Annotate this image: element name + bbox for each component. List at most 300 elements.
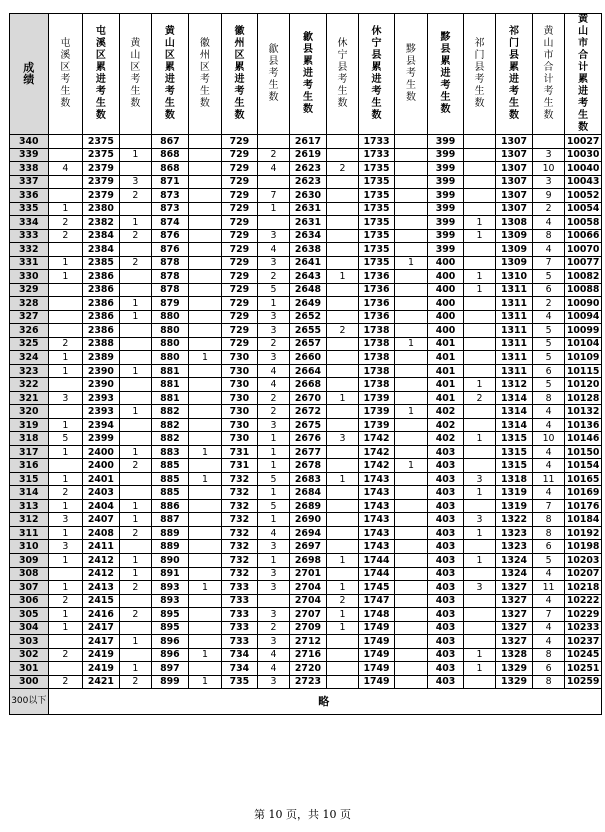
cumulative-cell: 734	[222, 662, 258, 676]
count-cell: 5	[532, 324, 564, 338]
count-cell: 2	[257, 337, 289, 351]
cumulative-cell: 1322	[496, 513, 533, 527]
cumulative-cell: 10115	[565, 364, 602, 378]
count-cell: 1	[326, 472, 358, 486]
score-cell: 339	[10, 148, 49, 162]
count-cell	[119, 202, 151, 216]
cumulative-cell: 2386	[83, 297, 120, 311]
cumulative-cell: 2672	[290, 405, 327, 419]
count-cell	[188, 270, 222, 284]
cumulative-cell: 1319	[496, 499, 533, 513]
header-label: 黄山市合计累进考生数	[578, 14, 589, 133]
cumulative-cell: 10058	[565, 216, 602, 230]
count-cell	[48, 324, 83, 338]
table-row	[10, 391, 602, 405]
header-column	[152, 14, 189, 135]
cumulative-cell: 2380	[83, 202, 120, 216]
count-cell: 1	[394, 256, 428, 270]
cumulative-cell: 729	[222, 270, 258, 284]
header-column	[222, 14, 258, 135]
count-cell: 1	[463, 648, 495, 662]
cumulative-cell: 1311	[496, 337, 533, 351]
count-cell: 3	[257, 540, 289, 554]
table-row	[10, 499, 602, 513]
cumulative-cell: 10090	[565, 297, 602, 311]
cumulative-cell: 2375	[83, 148, 120, 162]
cumulative-cell: 1743	[359, 472, 395, 486]
cumulative-cell: 10203	[565, 553, 602, 567]
count-cell	[119, 337, 151, 351]
count-cell	[394, 229, 428, 243]
cumulative-cell: 732	[222, 486, 258, 500]
count-cell	[188, 283, 222, 297]
score-cell: 303	[10, 635, 49, 649]
cumulative-cell: 873	[152, 202, 189, 216]
count-cell: 4	[257, 243, 289, 257]
cumulative-cell: 1747	[359, 594, 395, 608]
count-cell: 5	[257, 499, 289, 513]
cumulative-cell: 401	[428, 364, 464, 378]
cumulative-cell: 2407	[83, 513, 120, 527]
table-row	[10, 202, 602, 216]
count-cell	[326, 662, 358, 676]
header-label: 黟县考生数	[406, 44, 416, 103]
count-cell	[394, 202, 428, 216]
score-cell: 321	[10, 391, 49, 405]
cumulative-cell: 10207	[565, 567, 602, 581]
cumulative-cell: 403	[428, 621, 464, 635]
cumulative-cell: 2421	[83, 675, 120, 689]
count-cell: 3	[257, 418, 289, 432]
score-cell: 309	[10, 553, 49, 567]
count-cell	[48, 405, 83, 419]
cumulative-cell: 1749	[359, 675, 395, 689]
cumulative-cell: 896	[152, 648, 189, 662]
count-cell	[326, 229, 358, 243]
count-cell: 1	[463, 216, 495, 230]
count-cell	[188, 621, 222, 635]
cumulative-cell: 895	[152, 608, 189, 622]
count-cell	[188, 189, 222, 203]
count-cell	[394, 162, 428, 176]
score-cell: 314	[10, 486, 49, 500]
cumulative-cell: 400	[428, 297, 464, 311]
table-row	[10, 581, 602, 595]
count-cell	[463, 337, 495, 351]
cumulative-cell: 2400	[83, 459, 120, 473]
count-cell: 1	[326, 553, 358, 567]
cumulative-cell: 2631	[290, 216, 327, 230]
cumulative-cell: 10052	[565, 189, 602, 203]
cumulative-cell: 876	[152, 229, 189, 243]
count-cell: 1	[48, 364, 83, 378]
count-cell	[463, 351, 495, 365]
count-cell	[188, 635, 222, 649]
cumulative-cell: 2664	[290, 364, 327, 378]
count-cell: 11	[532, 581, 564, 595]
cumulative-cell: 729	[222, 135, 258, 149]
cumulative-cell: 874	[152, 216, 189, 230]
count-cell: 3	[257, 310, 289, 324]
cumulative-cell: 2619	[290, 148, 327, 162]
cumulative-cell: 2677	[290, 445, 327, 459]
count-cell	[394, 581, 428, 595]
cumulative-cell: 1743	[359, 526, 395, 540]
header-column	[326, 14, 358, 135]
count-cell: 1	[119, 310, 151, 324]
count-cell	[119, 283, 151, 297]
cumulative-cell: 1311	[496, 297, 533, 311]
cumulative-cell: 399	[428, 229, 464, 243]
count-cell: 1	[48, 256, 83, 270]
cumulative-cell: 2382	[83, 216, 120, 230]
count-cell	[48, 635, 83, 649]
cumulative-cell: 732	[222, 499, 258, 513]
score-cell: 334	[10, 216, 49, 230]
cumulative-cell: 895	[152, 621, 189, 635]
count-cell	[188, 499, 222, 513]
count-cell: 2	[326, 162, 358, 176]
count-cell: 1	[119, 405, 151, 419]
score-cell: 320	[10, 405, 49, 419]
score-cell: 327	[10, 310, 49, 324]
count-cell	[394, 567, 428, 581]
cumulative-cell: 2390	[83, 364, 120, 378]
cumulative-cell: 399	[428, 175, 464, 189]
cumulative-cell: 881	[152, 364, 189, 378]
count-cell: 6	[532, 283, 564, 297]
count-cell	[326, 513, 358, 527]
count-cell: 1	[119, 148, 151, 162]
count-cell	[119, 432, 151, 446]
cumulative-cell: 399	[428, 243, 464, 257]
header-label: 屯溪区累进考生数	[95, 26, 106, 121]
count-cell: 1	[188, 648, 222, 662]
count-cell	[394, 648, 428, 662]
count-cell	[394, 378, 428, 392]
count-cell: 1	[48, 581, 83, 595]
cumulative-cell: 1744	[359, 553, 395, 567]
count-cell	[188, 418, 222, 432]
count-cell: 3	[257, 608, 289, 622]
count-cell: 1	[326, 391, 358, 405]
cumulative-cell: 729	[222, 283, 258, 297]
count-cell	[326, 526, 358, 540]
score-cell: 326	[10, 324, 49, 338]
count-cell	[188, 662, 222, 676]
table-body	[10, 135, 602, 715]
cumulative-cell: 10154	[565, 459, 602, 473]
count-cell	[463, 135, 495, 149]
count-cell	[326, 405, 358, 419]
table-row	[10, 364, 602, 378]
cumulative-cell: 1312	[496, 378, 533, 392]
cumulative-cell: 2690	[290, 513, 327, 527]
score-cell: 340	[10, 135, 49, 149]
header-label: 屯溪区考生数	[60, 38, 71, 109]
count-cell: 5	[48, 432, 83, 446]
cumulative-cell: 2386	[83, 324, 120, 338]
count-cell: 4	[48, 162, 83, 176]
cumulative-cell: 1735	[359, 216, 395, 230]
score-cell: 323	[10, 364, 49, 378]
cumulative-cell: 1315	[496, 432, 533, 446]
cumulative-cell: 2419	[83, 662, 120, 676]
count-cell	[188, 310, 222, 324]
count-cell	[463, 418, 495, 432]
table-row	[10, 270, 602, 284]
count-cell	[257, 216, 289, 230]
cumulative-cell: 2643	[290, 270, 327, 284]
count-cell	[394, 189, 428, 203]
count-cell: 1	[463, 553, 495, 567]
count-cell	[394, 418, 428, 432]
cumulative-cell: 1307	[496, 148, 533, 162]
count-cell	[463, 324, 495, 338]
cumulative-cell: 879	[152, 297, 189, 311]
cumulative-cell: 2709	[290, 621, 327, 635]
count-cell	[326, 175, 358, 189]
cumulative-cell: 1736	[359, 283, 395, 297]
table-row	[10, 459, 602, 473]
cumulative-cell: 10030	[565, 148, 602, 162]
header-column	[565, 14, 602, 135]
cumulative-cell: 2394	[83, 418, 120, 432]
count-cell: 1	[119, 445, 151, 459]
omitted-note: 略	[48, 689, 601, 715]
cumulative-cell: 734	[222, 648, 258, 662]
count-cell	[463, 594, 495, 608]
count-cell: 8	[532, 648, 564, 662]
cumulative-cell: 2701	[290, 567, 327, 581]
count-cell: 1	[257, 553, 289, 567]
count-cell	[119, 594, 151, 608]
count-cell	[188, 432, 222, 446]
count-cell	[463, 256, 495, 270]
cumulative-cell: 2413	[83, 581, 120, 595]
count-cell: 3	[532, 175, 564, 189]
cumulative-cell: 1311	[496, 324, 533, 338]
count-cell	[257, 175, 289, 189]
count-cell	[326, 445, 358, 459]
count-cell	[463, 499, 495, 513]
count-cell	[188, 216, 222, 230]
count-cell: 1	[326, 581, 358, 595]
table-row	[10, 216, 602, 230]
count-cell: 1	[257, 297, 289, 311]
count-cell: 1	[257, 202, 289, 216]
count-cell: 1	[48, 418, 83, 432]
count-cell	[394, 175, 428, 189]
cumulative-cell: 868	[152, 148, 189, 162]
count-cell: 4	[532, 445, 564, 459]
cumulative-cell: 885	[152, 472, 189, 486]
header-column	[188, 14, 222, 135]
count-cell: 1	[119, 662, 151, 676]
cumulative-cell: 1742	[359, 459, 395, 473]
cumulative-cell: 2670	[290, 391, 327, 405]
count-cell	[48, 662, 83, 676]
cumulative-cell: 10165	[565, 472, 602, 486]
cumulative-cell: 2655	[290, 324, 327, 338]
score-cell: 331	[10, 256, 49, 270]
cumulative-cell: 2623	[290, 175, 327, 189]
cumulative-cell: 2697	[290, 540, 327, 554]
table-row	[10, 189, 602, 203]
table-row	[10, 162, 602, 176]
count-cell	[326, 202, 358, 216]
cumulative-cell: 2386	[83, 310, 120, 324]
cumulative-cell: 1749	[359, 648, 395, 662]
cumulative-cell: 402	[428, 418, 464, 432]
cumulative-cell: 732	[222, 526, 258, 540]
count-cell	[463, 675, 495, 689]
cumulative-cell: 399	[428, 202, 464, 216]
score-distribution-table	[9, 13, 602, 715]
count-cell	[463, 189, 495, 203]
count-cell	[188, 486, 222, 500]
cumulative-cell: 733	[222, 621, 258, 635]
cumulative-cell: 2393	[83, 391, 120, 405]
count-cell	[394, 135, 428, 149]
count-cell	[188, 459, 222, 473]
cumulative-cell: 2641	[290, 256, 327, 270]
cumulative-cell: 2660	[290, 351, 327, 365]
count-cell: 2	[119, 581, 151, 595]
table-row	[10, 378, 602, 392]
cumulative-cell: 1314	[496, 391, 533, 405]
count-cell	[463, 540, 495, 554]
count-cell	[326, 135, 358, 149]
count-cell	[326, 243, 358, 257]
table-row	[10, 229, 602, 243]
cumulative-cell: 867	[152, 135, 189, 149]
cumulative-cell: 403	[428, 445, 464, 459]
count-cell: 5	[257, 283, 289, 297]
cumulative-cell: 1311	[496, 283, 533, 297]
count-cell: 3	[257, 256, 289, 270]
score-cell: 300	[10, 675, 49, 689]
count-cell	[463, 364, 495, 378]
count-cell: 3	[532, 148, 564, 162]
score-cell: 304	[10, 621, 49, 635]
table-row	[10, 418, 602, 432]
cumulative-cell: 10176	[565, 499, 602, 513]
cumulative-cell: 403	[428, 581, 464, 595]
count-cell	[326, 256, 358, 270]
cumulative-cell: 876	[152, 243, 189, 257]
count-cell	[119, 162, 151, 176]
count-cell	[463, 621, 495, 635]
cumulative-cell: 10088	[565, 283, 602, 297]
count-cell	[326, 337, 358, 351]
count-cell	[394, 364, 428, 378]
count-cell: 1	[48, 472, 83, 486]
cumulative-cell: 1311	[496, 351, 533, 365]
count-cell: 2	[119, 526, 151, 540]
cumulative-cell: 2631	[290, 202, 327, 216]
count-cell	[326, 189, 358, 203]
count-cell	[326, 297, 358, 311]
count-cell	[188, 594, 222, 608]
table-row	[10, 310, 602, 324]
count-cell: 4	[257, 648, 289, 662]
cumulative-cell: 1749	[359, 635, 395, 649]
cumulative-cell: 1738	[359, 364, 395, 378]
count-cell: 3	[257, 635, 289, 649]
table-row	[10, 594, 602, 608]
count-cell: 1	[119, 553, 151, 567]
count-cell	[48, 243, 83, 257]
cumulative-cell: 2386	[83, 283, 120, 297]
count-cell: 1	[463, 662, 495, 676]
cumulative-cell: 10237	[565, 635, 602, 649]
header-label: 黟县累进考生数	[440, 32, 451, 115]
count-cell	[394, 391, 428, 405]
count-cell: 1	[394, 337, 428, 351]
count-cell	[119, 270, 151, 284]
cumulative-cell: 403	[428, 648, 464, 662]
cumulative-cell: 2412	[83, 553, 120, 567]
count-cell: 7	[257, 189, 289, 203]
table-row	[10, 526, 602, 540]
count-cell	[394, 621, 428, 635]
count-cell: 1	[48, 499, 83, 513]
count-cell: 3	[463, 581, 495, 595]
count-cell	[326, 675, 358, 689]
header-label: 休宁县累进考生数	[371, 26, 382, 121]
cumulative-cell: 733	[222, 635, 258, 649]
cumulative-cell: 401	[428, 351, 464, 365]
cumulative-cell: 1315	[496, 445, 533, 459]
cumulative-cell: 887	[152, 513, 189, 527]
count-cell	[326, 459, 358, 473]
header-label: 黄山市合计考生数	[543, 26, 554, 121]
cumulative-cell: 1745	[359, 581, 395, 595]
cumulative-cell: 399	[428, 148, 464, 162]
count-cell	[394, 445, 428, 459]
cumulative-cell: 10146	[565, 432, 602, 446]
header-column	[496, 14, 533, 135]
cumulative-cell: 1309	[496, 256, 533, 270]
table-row	[10, 337, 602, 351]
score-cell: 328	[10, 297, 49, 311]
count-cell	[48, 378, 83, 392]
score-cell: 324	[10, 351, 49, 365]
count-cell: 5	[257, 472, 289, 486]
cumulative-cell: 732	[222, 472, 258, 486]
count-cell	[119, 351, 151, 365]
score-cell: 305	[10, 608, 49, 622]
count-cell: 4	[257, 162, 289, 176]
count-cell	[188, 540, 222, 554]
score-cell: 318	[10, 432, 49, 446]
header-label: 黄山区累进考生数	[164, 26, 175, 121]
cumulative-cell: 2400	[83, 445, 120, 459]
cumulative-cell: 403	[428, 608, 464, 622]
count-cell: 1	[394, 459, 428, 473]
header-label: 黄山区考生数	[130, 38, 141, 109]
cumulative-cell: 732	[222, 513, 258, 527]
count-cell	[188, 391, 222, 405]
header-label: 歙县累进考生数	[302, 32, 313, 115]
count-cell: 1	[188, 472, 222, 486]
count-cell: 4	[532, 405, 564, 419]
cumulative-cell: 10070	[565, 243, 602, 257]
cumulative-cell: 1736	[359, 270, 395, 284]
cumulative-cell: 897	[152, 662, 189, 676]
count-cell: 7	[532, 608, 564, 622]
